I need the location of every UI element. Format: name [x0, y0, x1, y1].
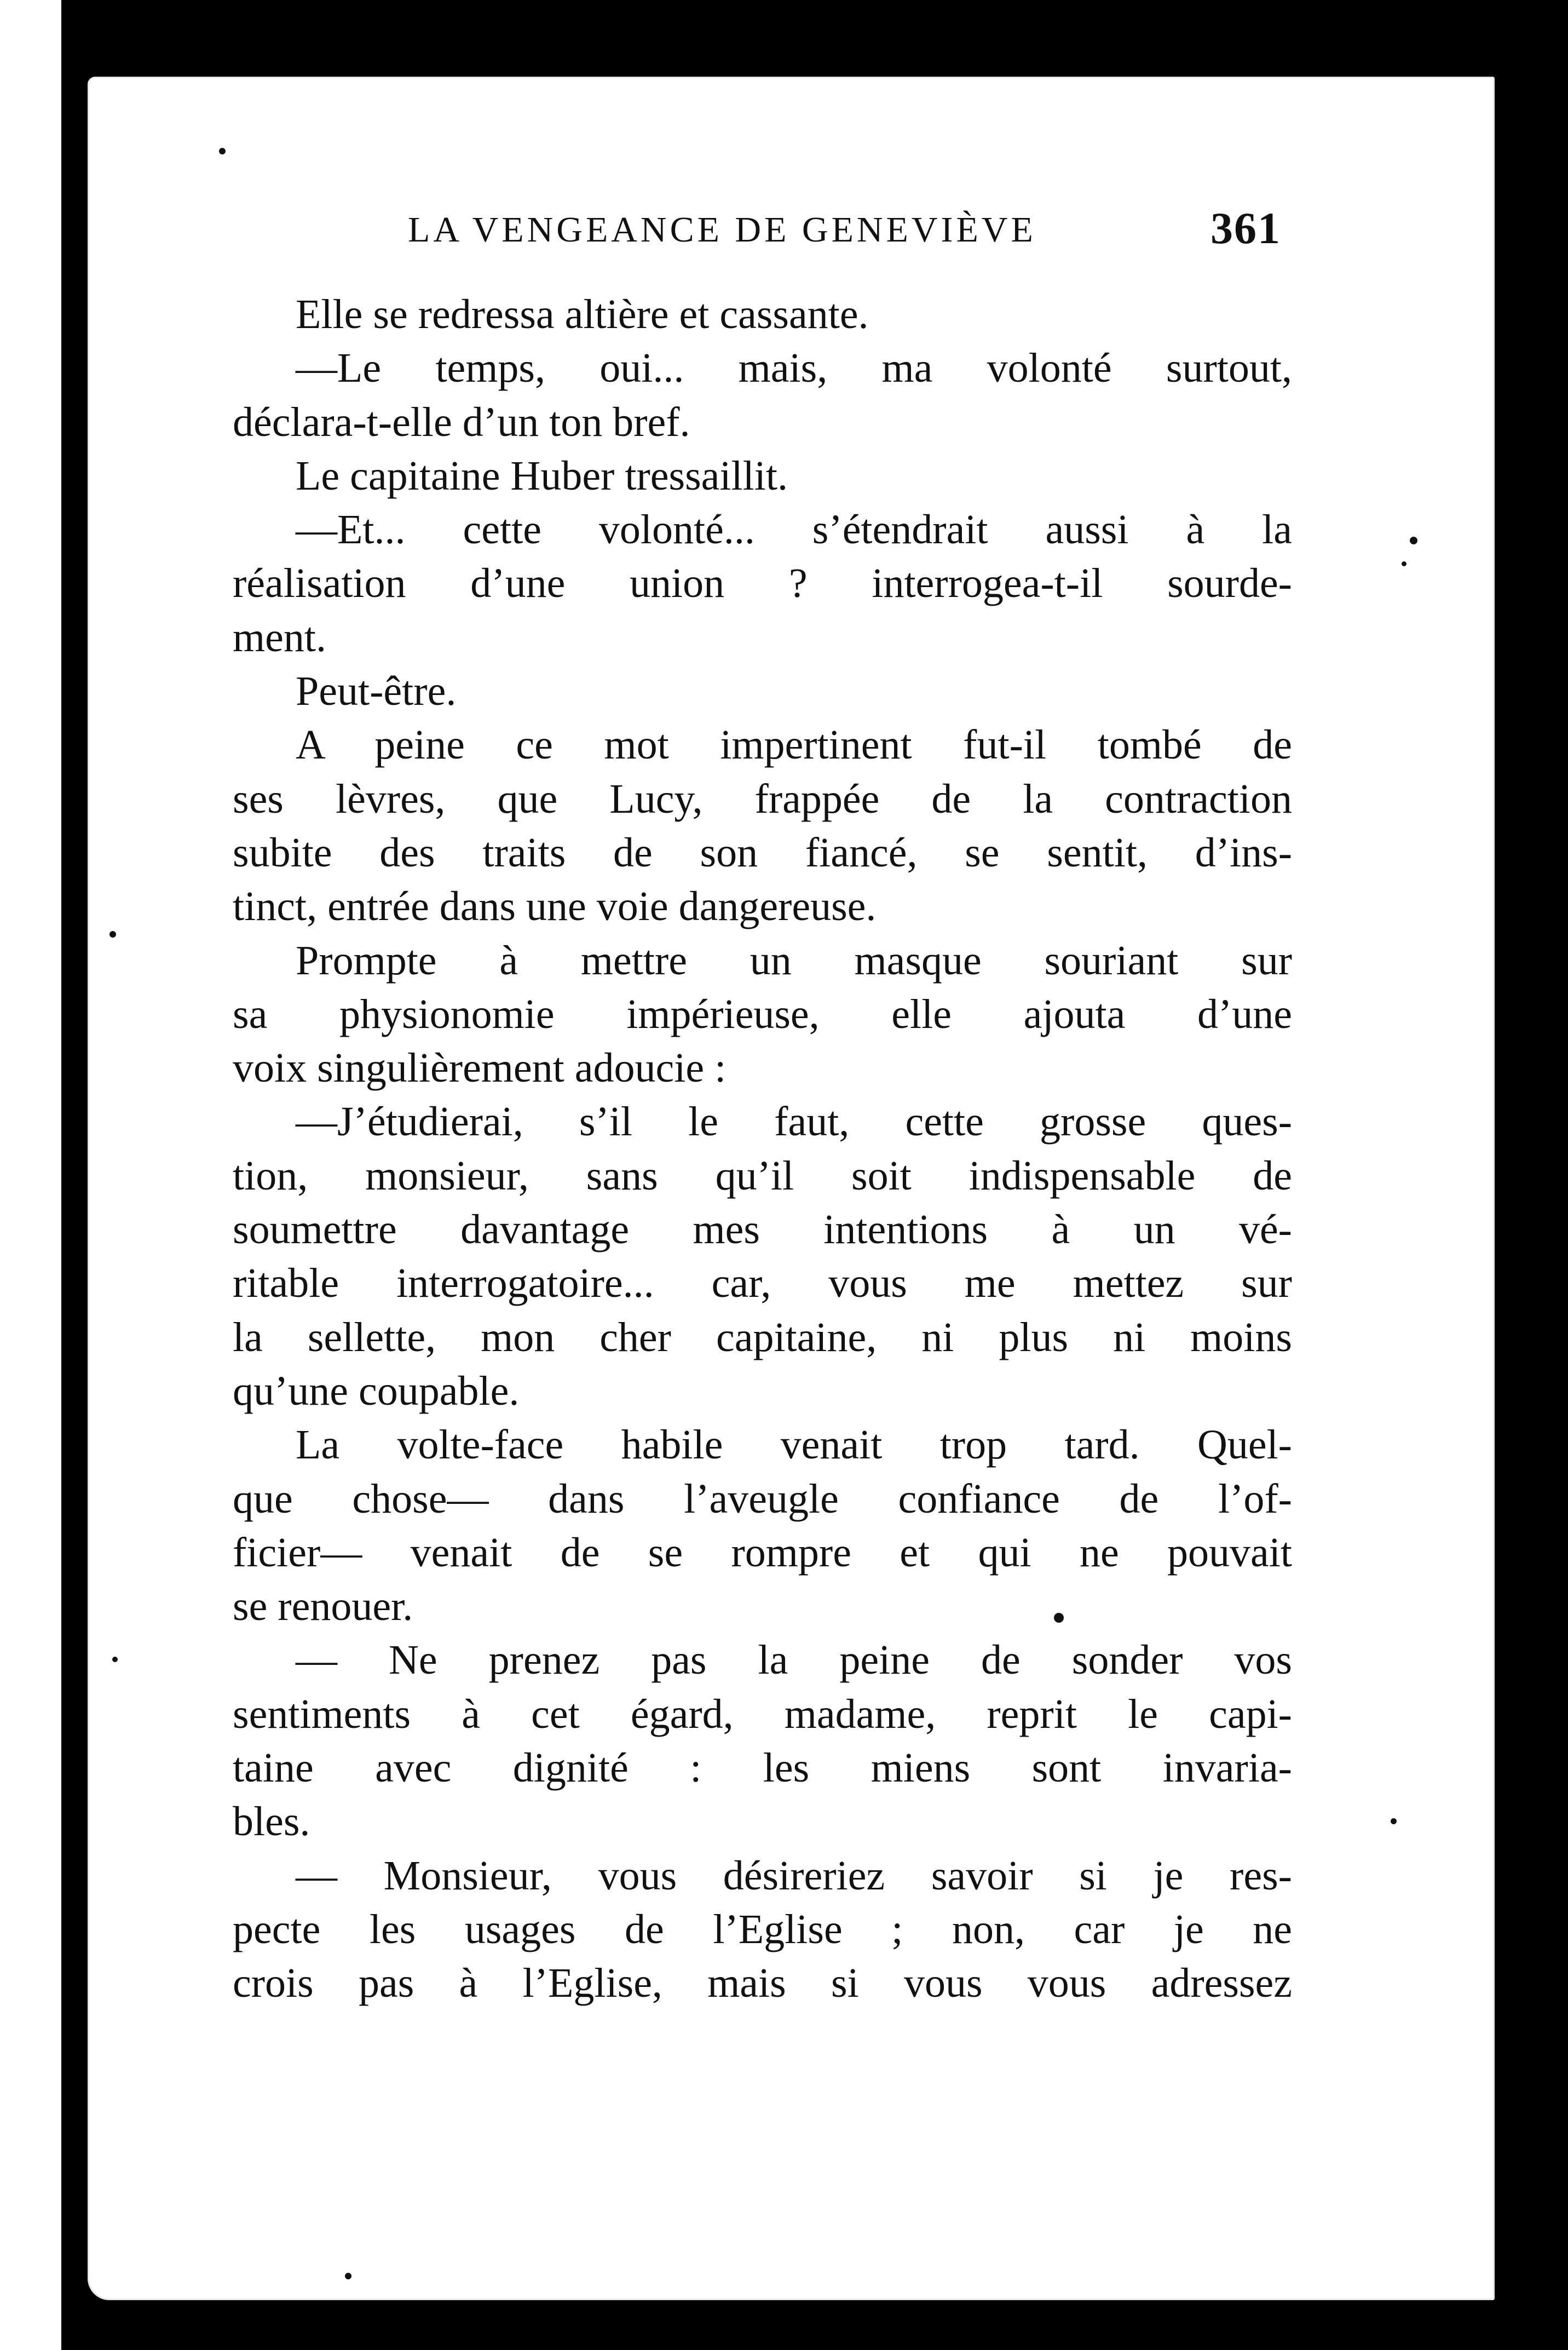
scan-speck [1410, 537, 1417, 544]
text-line: — Ne prenez pas la peine de sonder vos [296, 1637, 1292, 1684]
text-line: ment. [233, 614, 326, 660]
text-line: ficier— venait de se rompre et qui ne pouvait [233, 1529, 1292, 1576]
text-line: Peut-être. [296, 668, 457, 715]
scan-speck [219, 148, 226, 154]
text-line: crois pas à l’Eglise, mais si vous vous adressez [233, 1960, 1292, 2007]
text-line: pecte les usages de l’Eglise ; non, car je ne [233, 1906, 1292, 1952]
text-line: —Et... cette volonté... s’étendrait aussi à la [296, 507, 1292, 553]
text-line: — Monsieur, vous désireriez savoir si je res- [296, 1852, 1292, 1899]
text-line: —Le temps, oui... mais, ma volonté surtout, [296, 345, 1292, 392]
text-line: subite des traits de son fiancé, se sentit, d’ins- [233, 829, 1292, 876]
scan-speck [1054, 1613, 1064, 1623]
text-line: que chose— dans l’aveugle confiance de l’of- [233, 1475, 1292, 1522]
text-line: sa physionomie impérieuse, elle ajouta d’une [233, 991, 1292, 1037]
scan-speck [109, 931, 116, 938]
text-line: bles. [233, 1799, 310, 1845]
scan-margin-strip [0, 0, 61, 2350]
running-title: LA VENGEANCE DE GENEVIÈVE [408, 210, 1036, 250]
text-line: A peine ce mot impertinent fut-il tombé de [296, 722, 1292, 768]
text-line: qu’une coupable. [233, 1368, 520, 1414]
text-line: taine avec dignité : les miens sont invaria- [233, 1745, 1292, 1791]
text-line: Prompte à mettre un masque souriant sur [296, 937, 1292, 984]
text-line: sentiments à cet égard, madame, reprit le capi- [233, 1691, 1292, 1737]
text-line: ritable interrogatoire... car, vous me mettez sur [233, 1260, 1292, 1307]
scan-speck [345, 2273, 351, 2279]
text-line: réalisation d’une union ? interrogea-t-il sourde- [233, 560, 1292, 607]
text-line: soumettre davantage mes intentions à un vé- [233, 1206, 1292, 1253]
text-line: déclara-t-elle d’un ton bref. [233, 399, 690, 445]
text-line: La volte-face habile venait trop tard. Quel- [296, 1422, 1292, 1468]
scan-speck [1391, 1818, 1397, 1824]
body-text [233, 288, 1292, 2010]
text-line: se renouer. [233, 1583, 413, 1630]
text-line: ses lèvres, que Lucy, frappée de la contraction [233, 775, 1292, 822]
text-line: voix singulièrement adoucie : [233, 1045, 727, 1091]
text-line: tinct, entrée dans une voie dangereuse. [233, 883, 877, 930]
text-line: —J’étudierai, s’il le faut, cette grosse ques- [296, 1099, 1292, 1145]
scan-speck [112, 1657, 118, 1662]
text-line: tion, monsieur, sans qu’il soit indispensable de [233, 1152, 1292, 1199]
text-line: Elle se redressa altière et cassante. [296, 291, 869, 337]
page-number: 361 [1210, 203, 1281, 253]
scan-speck [1402, 561, 1406, 566]
text-line: la sellette, mon cher capitaine, ni plus ni moins [233, 1314, 1292, 1360]
page-header [408, 192, 1281, 257]
text-line: Le capitaine Huber tressaillit. [296, 452, 788, 499]
